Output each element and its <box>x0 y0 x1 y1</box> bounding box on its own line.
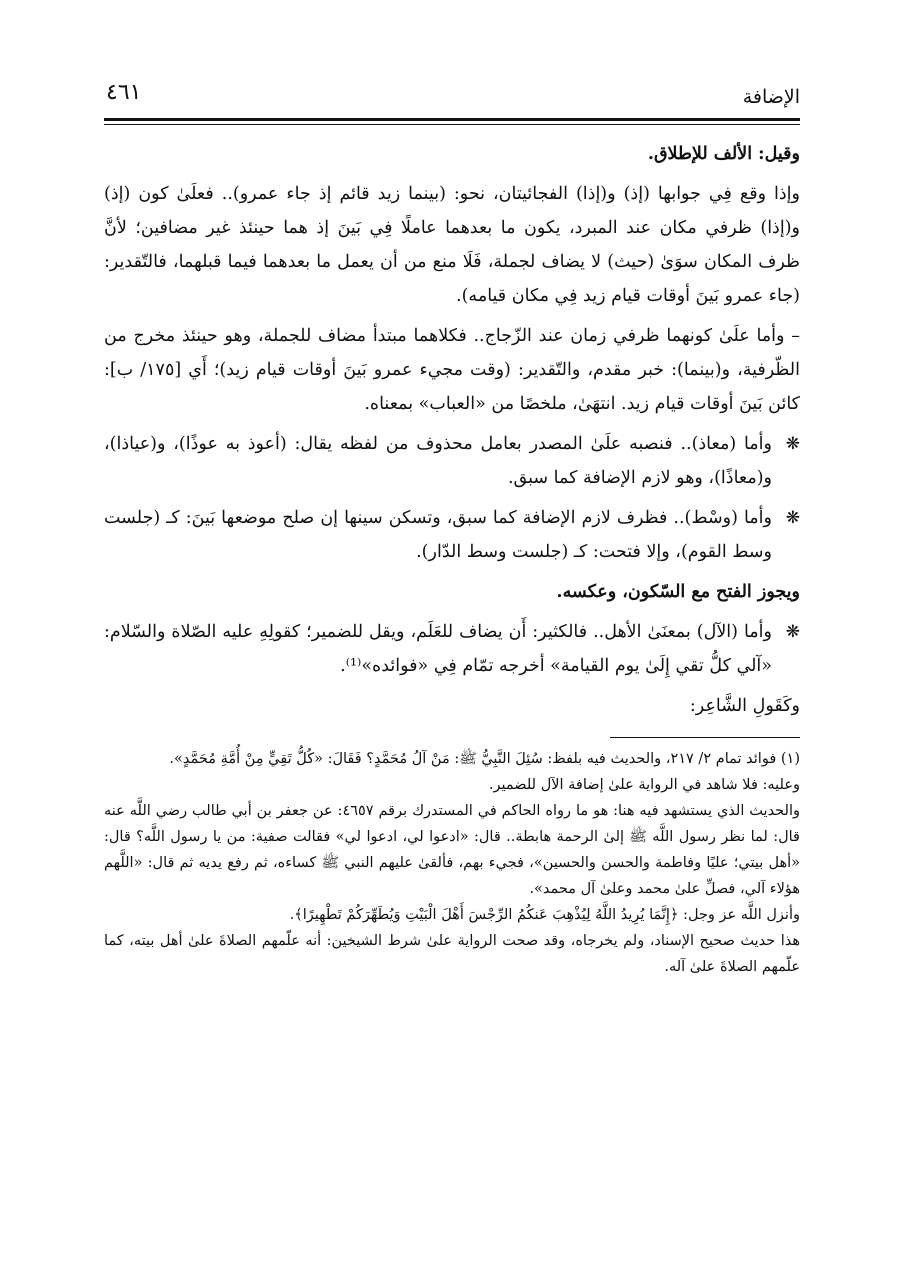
book-page <box>104 78 800 1238</box>
asterism-icon: ❋ <box>785 508 800 528</box>
paragraph-fath-sukun: ويجوز الفتح مع السّكون، وعكسه. <box>556 582 800 602</box>
bullet-aal-text: وأما (الآل) بمعنَىٰ الأهل.. فالكثير: أَن يضاف للعَلَم، ويقل للضمير؛ كقولِهِ عليه الصّلاة والسّلام: «آلي كلُّ تقي إِلَىٰ يوم القيامة» أخرجه تمّام فِي «فوائده»⁽¹⁾. <box>104 622 772 676</box>
header-rule-thin <box>104 124 800 125</box>
asterism-icon: ❋ <box>785 434 800 454</box>
bullet-muadh <box>104 427 800 495</box>
page-header <box>104 78 800 114</box>
asterism-icon: ❋ <box>785 622 800 642</box>
footnotes <box>104 746 800 980</box>
header-rule-thick <box>104 118 800 121</box>
page-number: ٤٦١ <box>106 80 142 105</box>
bullet-aal <box>104 615 800 683</box>
paragraph-alif-itlaq: وقيل: الألف للإطلاق. <box>647 144 800 164</box>
bullet-wast-text: وأما (وسْط).. فظرف لازم الإضافة كما سبق، وتسكن سينها إن صلح موضعها بَينَ: كـ (جلست وسط القوم)، وإلا فتحت: كـ (جلست وسط الدّار). <box>104 508 772 562</box>
bullet-wast <box>104 501 800 569</box>
footnote-quran: وأنزل اللَّه عز وجل: ﴿إِنَّمَا يُرِيدُ اللَّهُ لِيُذْهِبَ عَنكُمُ الرِّجْسَ أَهْلَ الْبَيْتِ وَيُطَهِّرَكُمْ تَطْهِيرًا﴾. <box>289 907 800 923</box>
paragraph-idh-idha: وإذا وقع فِي جوابها (إذ) و(إذا) الفجائيتان، نحو: (بينما زيد قائم إذ جاء عمرو).. فعلَىٰ كون (إذ) و(إذا) ظرفي مكان عند المبرد، يكون ما بعدهما عاملًا فِي بَينَ إذ هما حينئذ غير مضافين؛ لأنَّ ظرف المكان سوَىٰ (حيث) لا يضاف لجملة، فَلَا منع من أن يعمل ما بعدهما فيما قبلهما، فالتّقدير: (جاء عمرو بَينَ أوقات قيام زيد فِي مكان قيامه). <box>104 184 800 306</box>
footnote-authentication: هذا حديث صحيح الإسناد، ولم يخرجاه، وقد صحت الرواية علىٰ شرط الشيخين: أنه علّمهم الصلاةَ علىٰ أهل بيته، كما علّمهم الصلاةَ علىٰ آله. <box>104 933 800 975</box>
footnote-separator <box>610 737 800 738</box>
footnote-hadith: والحديث الذي يستشهد فيه هنا: هو ما رواه الحاكم في المستدرك برقم ٤٦٥٧: عن جعفر بن أبي طالب رضي اللَّه عنه قال: لما نظر رسول اللَّه ﷺ إلىٰ الرحمة هابطة.. قال: «ادعوا لي، ادعوا لي» فقالت صفية: من يا رسول اللَّه؟ قال: «أهل بيتي؛ عليًا وفاطمة والحسن والحسين»، فجيء بهم، فألقىٰ عليهم النبي ﷺ كساءه، ثم رفع يديه ثم قال: «اللَّهم هؤلاء آلي، فصلِّ علىٰ محمد وعلىٰ آل محمد». <box>104 803 800 897</box>
paragraph-zajjaj: – وأما علَىٰ كونهما ظرفي زمان عند الزّجاج.. فكلاهما مبتدأ مضاف للجملة، وهو حينئذ مخرج من الظّرفية، و(بينما): خبر مقدم، والتّقدير: (وقت مجيء عمرو بَينَ أوقات قيام زيد)؛ أَي [١٧٥/ ب]: كائن بَينَ أوقات قيام زيد. انتهَىٰ، ملخصًا من «العباب» بمعناه. <box>104 326 800 414</box>
main-text <box>104 137 800 723</box>
bullet-muadh-text: وأما (معاذ).. فنصبه علَىٰ المصدر بعامل محذوف من لفظه يقال: (أعوذ به عوذًا)، و(عياذا)، و(معاذًا)، وهو لازم الإضافة كما سبق. <box>104 434 772 488</box>
running-title: الإضافة <box>742 86 800 108</box>
footnote-1: (١) فوائد تمام ٢/ ٢١٧، والحديث فيه بلفظ: سُئِلَ النَّبِيُّ ﷺ: مَنْ آلُ مُحَمَّدٍ؟ فَقَالَ: «كُلُّ تَقِيٍّ مِنْ أُمَّةِ مُحَمَّدٍ». <box>169 751 800 767</box>
footnote-note: وعليه: فلا شاهد في الرواية علىٰ إضافة الآل للضمير. <box>488 777 800 793</box>
paragraph-poet: وكَقَولِ الشَّاعِر: <box>689 696 800 716</box>
